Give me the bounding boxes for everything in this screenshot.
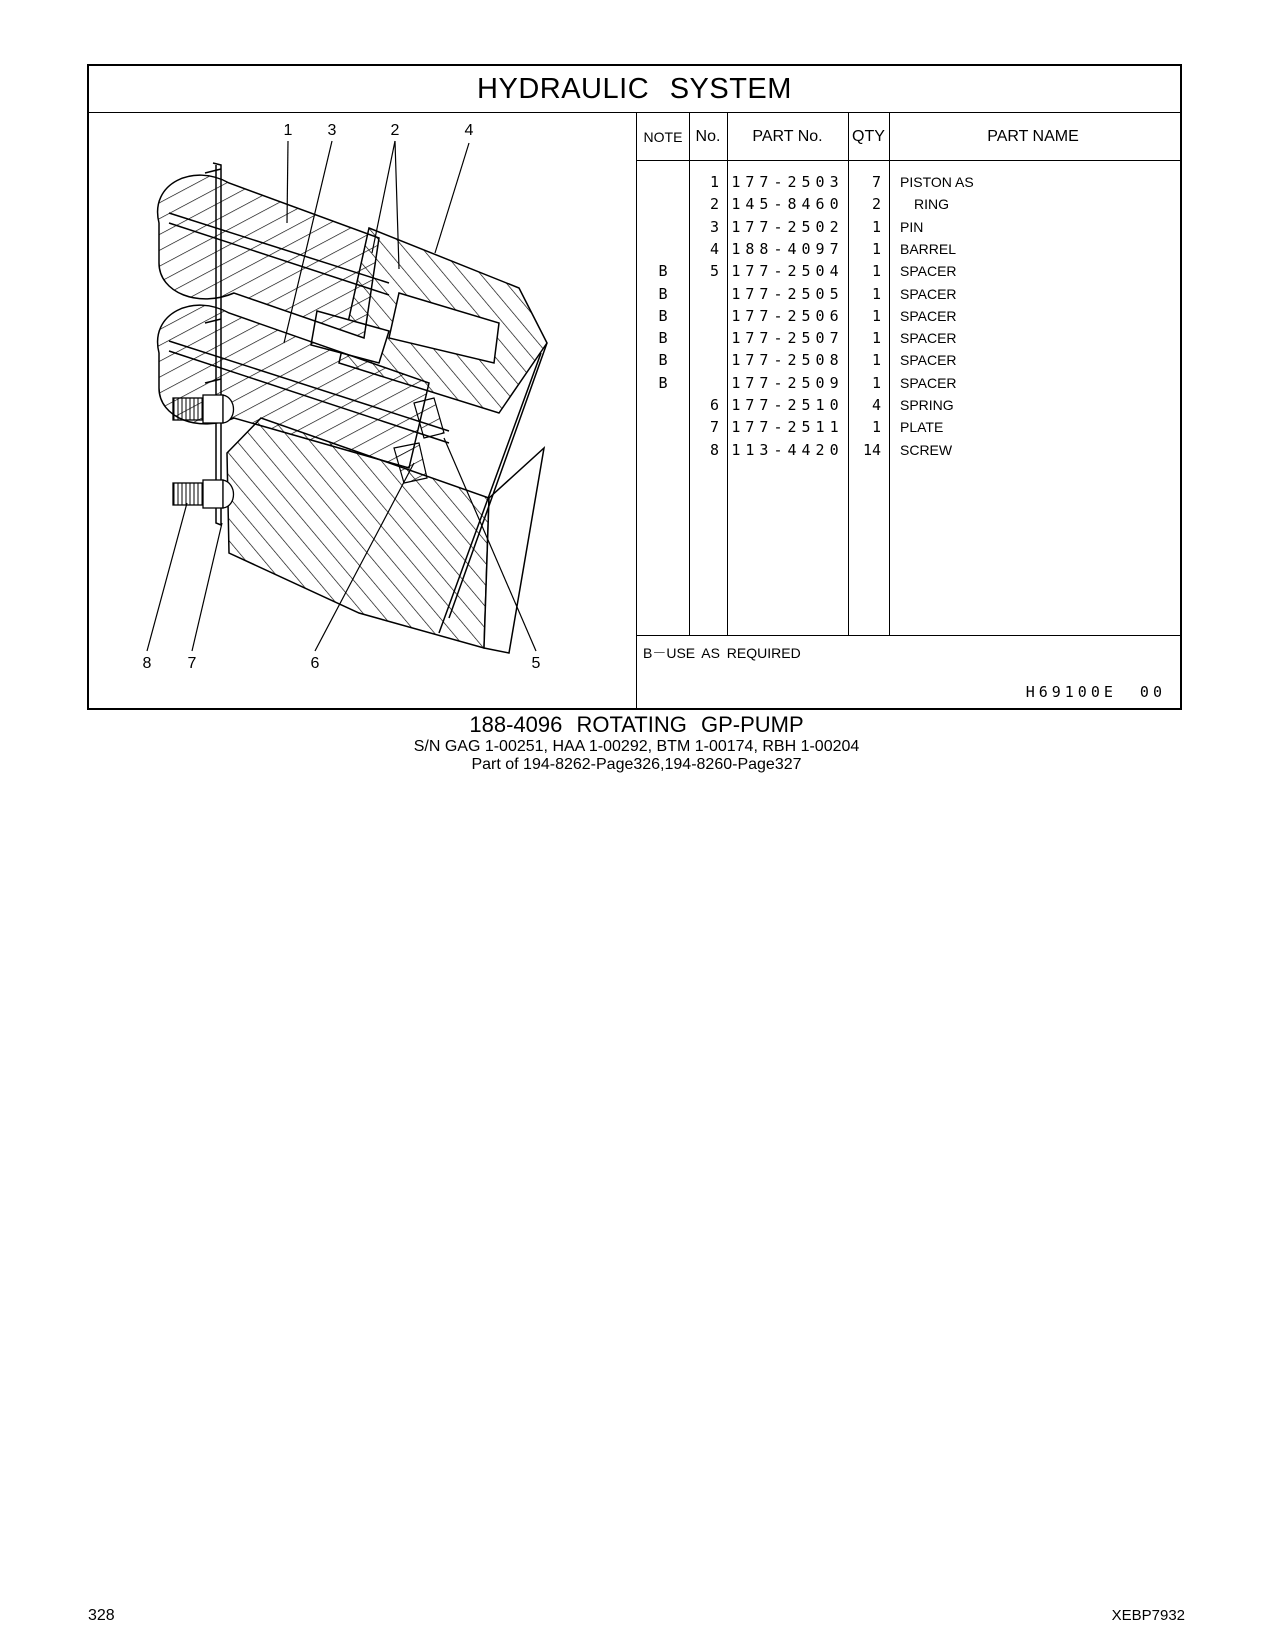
row-item-number bbox=[689, 283, 727, 306]
document-code: XEBP7932 bbox=[1111, 1607, 1185, 1624]
row-note bbox=[637, 216, 689, 239]
table-row bbox=[637, 349, 1180, 372]
row-item-number: 1 bbox=[709, 173, 719, 191]
header-qty: QTY bbox=[852, 127, 885, 145]
table-row bbox=[637, 394, 1180, 417]
footer-rule bbox=[637, 635, 1180, 636]
row-item-number: 6 bbox=[709, 396, 719, 414]
callout-8: 8 bbox=[142, 655, 152, 672]
section-title-bar bbox=[89, 66, 1180, 113]
row-part-number: 177-2503 bbox=[731, 173, 844, 191]
row-part-number: 177-2506 bbox=[731, 306, 844, 325]
table-row bbox=[637, 238, 1180, 261]
table-row bbox=[637, 193, 1180, 216]
row-quantity: 1 bbox=[871, 239, 881, 258]
row-part-number: 177-2511 bbox=[731, 418, 844, 437]
callout-6: 6 bbox=[310, 655, 320, 672]
row-note: B bbox=[658, 306, 668, 325]
row-part-name: SPACER bbox=[900, 263, 957, 280]
callout-1: 1 bbox=[283, 122, 293, 139]
row-item-number: 3 bbox=[709, 217, 719, 236]
row-part-name: SPACER bbox=[900, 307, 957, 324]
screws bbox=[173, 395, 234, 508]
drawing-code: H69100E 00 bbox=[1025, 683, 1166, 701]
row-quantity: 1 bbox=[871, 373, 881, 392]
row-quantity: 1 bbox=[871, 351, 881, 370]
row-note: B bbox=[658, 329, 668, 348]
assembly-title: 188-4096 ROTATING GP-PUMP bbox=[469, 712, 804, 737]
row-item-number bbox=[689, 372, 727, 395]
callout-4: 4 bbox=[464, 122, 474, 139]
row-part-name: SPACER bbox=[900, 352, 957, 369]
row-part-name: SPACER bbox=[900, 374, 957, 391]
row-item-number bbox=[689, 327, 727, 350]
row-item-number: 4 bbox=[709, 239, 719, 258]
row-part-number: 177-2508 bbox=[731, 351, 844, 370]
row-note: B bbox=[658, 262, 668, 281]
row-item-number bbox=[689, 305, 727, 328]
row-quantity: 1 bbox=[871, 217, 881, 236]
parts-page-frame bbox=[87, 64, 1182, 710]
callout-7: 7 bbox=[187, 655, 197, 672]
row-quantity: 1 bbox=[871, 418, 881, 437]
row-note bbox=[637, 416, 689, 439]
row-part-number: 177-2509 bbox=[731, 373, 844, 392]
table-row bbox=[637, 439, 1180, 462]
callout-2: 2 bbox=[390, 122, 400, 139]
row-part-number: 177-2504 bbox=[731, 262, 844, 281]
row-note bbox=[637, 238, 689, 261]
header-no: No. bbox=[695, 127, 721, 145]
row-note: B bbox=[658, 284, 668, 303]
row-part-number: 145-8460 bbox=[731, 195, 844, 214]
row-note bbox=[637, 193, 689, 216]
row-part-name: PISTON AS bbox=[900, 174, 974, 190]
parts-list-table bbox=[636, 113, 1180, 710]
serial-numbers: S/N GAG 1-00251, HAA 1-00292, BTM 1-00174, RBH 1-00204 bbox=[413, 738, 860, 755]
row-note: B bbox=[658, 351, 668, 370]
header-note: NOTE bbox=[643, 128, 683, 145]
row-part-name: RING bbox=[914, 196, 949, 213]
row-part-name: PIN bbox=[900, 218, 924, 235]
row-quantity: 7 bbox=[871, 173, 881, 191]
row-part-number: 177-2502 bbox=[731, 217, 844, 236]
row-quantity: 2 bbox=[871, 195, 881, 214]
row-quantity: 1 bbox=[871, 306, 881, 325]
table-row bbox=[637, 260, 1180, 283]
row-part-number: 113-4420 bbox=[731, 440, 844, 459]
table-row bbox=[637, 283, 1180, 306]
row-note bbox=[637, 394, 689, 417]
row-item-number: 2 bbox=[709, 195, 719, 214]
table-row bbox=[637, 216, 1180, 239]
row-part-name: BARREL bbox=[900, 240, 957, 257]
row-quantity: 14 bbox=[862, 440, 881, 459]
callout-3: 3 bbox=[327, 122, 337, 139]
row-note: B bbox=[658, 373, 668, 392]
usage-remark: B－USE AS REQUIRED bbox=[643, 645, 801, 661]
assembly-caption bbox=[0, 712, 1273, 774]
row-part-name: PLATE bbox=[900, 419, 944, 436]
table-row bbox=[637, 305, 1180, 328]
header-rule bbox=[637, 160, 1180, 161]
row-item-number: 8 bbox=[709, 440, 719, 459]
table-row bbox=[637, 416, 1180, 439]
row-part-name: SPRING bbox=[900, 397, 954, 413]
row-item-number: 5 bbox=[709, 262, 719, 281]
page-number: 328 bbox=[88, 1607, 115, 1624]
row-part-name: SPACER bbox=[900, 285, 957, 302]
parent-reference: Part of 194-8262-Page326,194-8260-Page327 bbox=[471, 756, 802, 773]
row-quantity: 1 bbox=[871, 262, 881, 281]
table-row bbox=[637, 372, 1180, 395]
row-note bbox=[637, 171, 689, 194]
row-quantity: 1 bbox=[871, 284, 881, 303]
table-row bbox=[637, 327, 1180, 350]
row-quantity: 1 bbox=[871, 329, 881, 348]
row-part-number: 177-2505 bbox=[731, 284, 844, 303]
row-part-number: 177-2507 bbox=[731, 329, 844, 348]
row-quantity: 4 bbox=[871, 396, 881, 414]
row-part-name: SPACER bbox=[900, 330, 957, 347]
callout-5: 5 bbox=[531, 655, 541, 672]
table-row bbox=[637, 171, 1180, 194]
row-part-name: SCREW bbox=[900, 441, 953, 458]
row-item-number: 7 bbox=[709, 418, 719, 437]
exploded-view-illustration bbox=[89, 113, 636, 710]
row-part-number: 177-2510 bbox=[731, 396, 844, 414]
row-note bbox=[637, 439, 689, 462]
row-item-number bbox=[689, 349, 727, 372]
row-part-number: 188-4097 bbox=[731, 239, 844, 258]
header-part-no: PART No. bbox=[752, 127, 823, 145]
header-part-name: PART NAME bbox=[987, 127, 1079, 145]
section-title: HYDRAULIC SYSTEM bbox=[477, 72, 792, 105]
